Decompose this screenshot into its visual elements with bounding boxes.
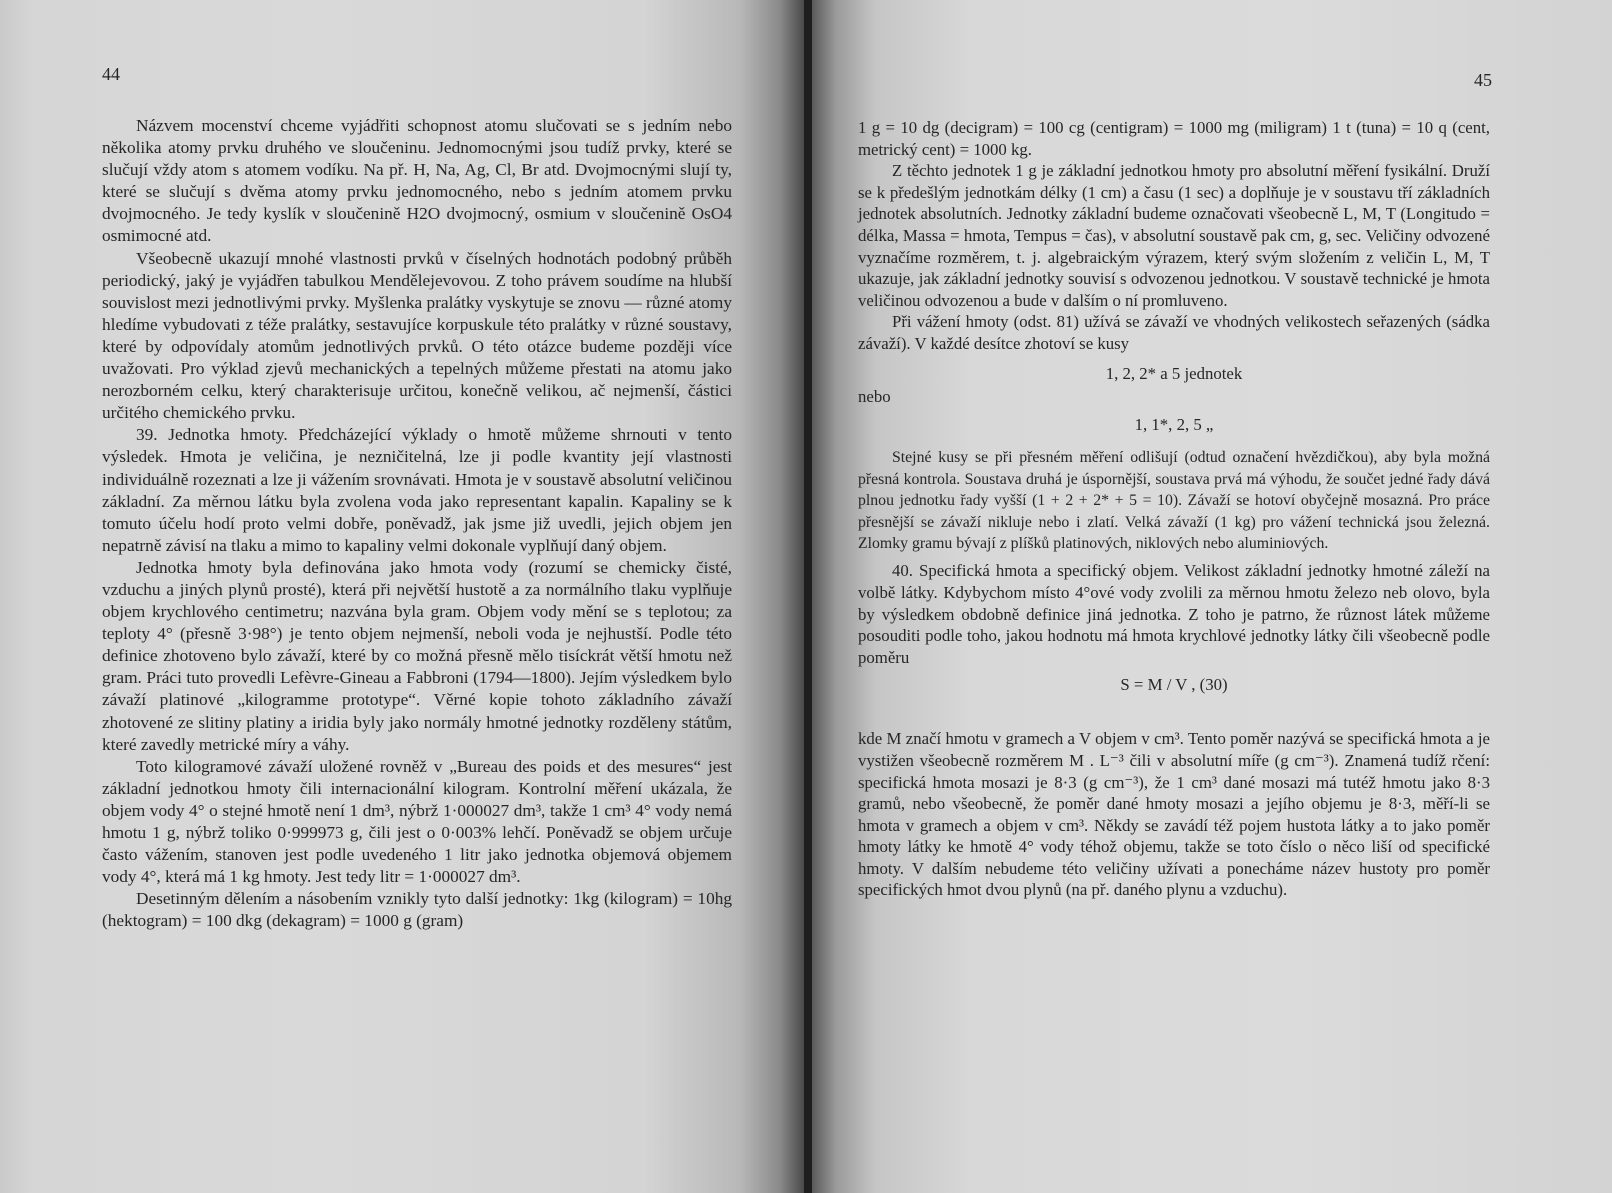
paragraph-valence: Názvem mocenství chceme vyjádřiti schopnost atomu slučovati se s jedním nebo několika atomy prvku druhého ve sloučeninu. Jednomocnými jsou tudíž prvky, které se slučují vždy atom s atomem vodíku. Na př. H, Na, Ag, Cl, Br atd. Dvojmocnými slují ty, které se slučují s dvěma atomy prvku jednomocného, nebo s jedním atomem prvku dvojmocného. Je tedy kyslík v sloučenině H2O dvojmocný, osmium v sloučenině OsO4 osmimocné atd. <box>102 116 732 246</box>
unit-equations: 1 g = 10 dg (decigram) = 100 cg (centigram) = 1000 mg (miligram) 1 t (tuna) = 10 q (cent, metrický cent) = 1000 kg. <box>858 118 1490 159</box>
left-page <box>0 0 804 1193</box>
equation-30 <box>858 674 1490 728</box>
left-page-text <box>102 115 732 932</box>
word-nebo: nebo <box>858 387 891 407</box>
book-gutter <box>804 0 812 1193</box>
page-number: 44 <box>102 64 120 84</box>
section-40-specific-mass: 40. Specifická hmota a specifický objem. Velikost základní jednotky hmotné záleží na volbě látky. Kdybychom místo 4°ové vody zvolili za měrnou hmotu železo neb olovo, byla by výsledkem obdobně definice jiná jednotka. Z toho je patrno, že různost látek můžeme posouditi podle toho, jakou hodnotu má hmota krychlové jednotky látky čili všeobecně podle poměru <box>858 561 1490 667</box>
page-number: 45 <box>1474 70 1492 90</box>
paragraph-gram-definition: Jednotka hmoty byla definována jako hmota vody (rozumí se chemicky čisté, vzduchu a jiných plynů prosté), která při největší hustotě a za normálního tlaku vyplňuje objem krychlového centimetru; nazvána byla gram. Objem vody mění se s teplotou; za teploty 4° (přesně 3·98°) je tento objem nejmenší, neboli voda je nejhustší. Podle této definice zhotoveno bylo závaží, které by co možná přesně mělo tisíckrát větší hmotu než gram. Práci tuto provedli Lefèvre-Gineau a Fabbroni (1794—1800). Jejím výsledkem bylo závaží platinové „kilogramme prototype“. Věrné kopie tohoto základního závaží zhotovené ze slitiny platiny a iridia byly jako normály hmotné jednotky rozděleny státům, které zavedly metrické míry a váhy. <box>102 557 732 754</box>
section-39-mass-unit: 39. Jednotka hmoty. Předcházející výklady o hmotě můžeme shrnouti v tento výsledek. Hmota je veličina, je nezničitelná, lze ji podle kvantity její vlastnosti individuálně rozeznati a lze ji vážením srovnávati. Hmota je v soustavě absolutní veličinou základní. Za měrnou látku byla zvolena voda jako representant kapalin. Kapaliny se k tomuto účelu hodí proto velmi dobře, poněvadž, jak jsme již uvedli, jejich objem jen nepatrně závisí na tlaku a mimo to kapaliny velmi dokonale vyplňují daný objem. <box>102 425 732 555</box>
paragraph-weight-details: Stejné kusy se při přesném měření odlišují (odtud označení hvězdičkou), aby byla možná přesná kontrola. Soustava druhá je úspornější, soustava prvá má výhodu, že součet jedné řady dává plnou jednotku řady vyšší (1 + 2 + 2* + 5 = 10). Závaží se hotoví obyčejně mosazná. Pro práce přesnější se závaží nikluje nebo i zlatí. Velká závaží (1 kg) pro vážení technická jsou železná. Zlomky gramu bývají z plíšků platinových, niklových nebo aluminiových. <box>858 449 1490 552</box>
weight-series-1: 1, 2, 2* a 5 jednotek <box>1105 363 1243 383</box>
paragraph-density: kde M značí hmotu v gramech a V objem v cm³. Tento poměr nazývá se specifická hmota a je vystižen všeobecně rozměrem M . L⁻³ čili v absolutní míře (g cm⁻³). Znamená tudíž rčení: specifická hmota mosazi je 8·3 (g cm⁻³), že 1 cm³ dané mosazi má tutéž hmotu jako 8·3 gramů, nebo všeobecně, že poměr dané hmoty mosazi a jejího objemu je 8·3, měří-li se hmota v gramech a objem v cm³. Někdy se zavádí též pojem hustota látky a to jako poměr hmoty látky ke hmotě 4° vody téhož objemu, takže se toto číslo o něco liší od specifické hmoty. V dalším nebudeme této veličiny užívati a ponecháme název hustoty pro poměr specifických hmot dvou plynů (na př. daného plynu a vzduchu). <box>858 729 1490 900</box>
weight-series-2: 1, 1*, 2, 5 „ <box>1134 414 1214 434</box>
paragraph-absolute-units: Z těchto jednotek 1 g je základní jednotkou hmoty pro absolutní měření fysikální. Druží se k předešlým jednotkám délky (1 cm) a času (1 sec) a doplňuje je v soustavu tří základních jednotek absolutních. Jednotky základní budeme označovati všeobecně L, M, T (Longitudo = délka, Massa = hmota, Tempus = čas), v absolutní soustavě pak cm, g, sec. Veličiny odvozené vyznačíme rozměrem, t. j. algebraickým výrazem, který svým složením z veličin L, M, T ukazuje, jak základní jednotky souvisí s odvozenou jednotkou. V soustavě technické je hmota veličinou odvozenou a bude v dalším o ní promluveno. <box>858 161 1490 310</box>
right-page-text <box>858 117 1490 901</box>
paragraph-periodicity: Všeobecně ukazují mnohé vlastnosti prvků v číselných hodnotách podobný průběh periodický, jaký je vyjádřen tabulkou Mendělejevovou. Z toho právem soudíme na hlubší souvislost mezi jednotlivými prvky. Myšlenka pralátky vyskytuje se znovu — různé atomy hledíme vybudovati z téže pralátky, sestavujíce korpuskule této pralátky v různé soustavy, které by odpovídaly atomům jednotlivých prvků. O této otázce budeme později více uvažovati. Pro výklad zjevů mechanických a tepelných můžeme přestati na atomu jako nerozborném celku, který charakterisuje určitou, konečně velikou, ač nejmenší, částici určitého chemického prvku. <box>102 248 732 423</box>
paragraph-decimal-units: Desetinným dělením a násobením vznikly tyto další jednotky: 1kg (kilogram) = 10hg (hektogram) = 100 dkg (dekagram) = 1000 g (gram) <box>102 889 732 931</box>
paragraph-kilogram: Toto kilogramové závaží uložené rovněž v „Bureau des poids et des mesures“ jest základní jednotkou hmoty čili internacionální kilogram. Kontrolní měření ukázala, že objem vody 4° o stejné hmotě není 1 dm³, nýbrž 1·000027 dm³, takže 1 cm³ 4° vody nemá hmotu 1 g, nýbrž toliko 0·999973 g, čili jest o 0·003% lehčí. Poněvadž se objem určuje často vážením, stanoven jest podle uvedeného 1 litr jako jednotka objemová objemem vody 4°, která má 1 kg hmoty. Jest tedy litr = 1·000027 dm³. <box>102 756 732 887</box>
right-page <box>812 0 1612 1193</box>
equation-text: S = M / V , (30) <box>1120 675 1228 695</box>
paragraph-weights: Při vážení hmoty (odst. 81) užívá se závaží ve vhodných velikostech seřazených (sádka závaží). V každé desítce zhotoví se kusy <box>858 312 1490 353</box>
